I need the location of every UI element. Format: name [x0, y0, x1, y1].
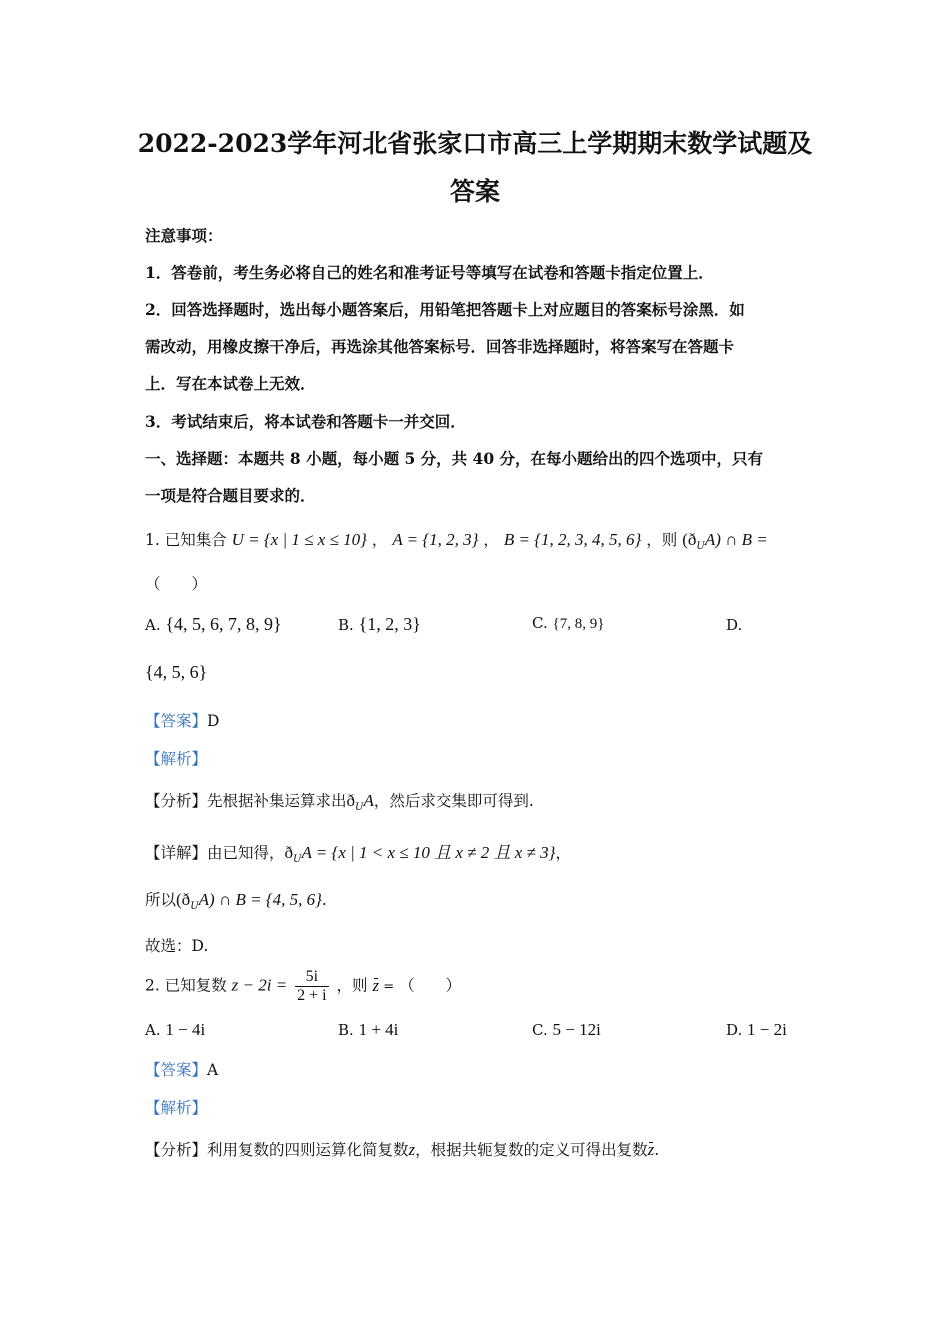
q1-therefore: [145, 888, 327, 912]
q2-zbar: z: [372, 975, 380, 995]
q2-option-b: [338, 1020, 398, 1040]
notice-item-2-line2: 需改动，用橡皮擦干净后，再选涂其他答案标号．回答非选择题时，将答案写在答题卡: [145, 337, 735, 356]
q1-stem: [145, 528, 768, 552]
q1-analysis-text-a: 先根据补集运算求出: [207, 792, 347, 810]
q1-analysis: [145, 789, 534, 813]
q2-paren: （ ）: [399, 976, 462, 995]
q1-option-a-value: {4, 5, 6, 7, 8, 9}: [165, 614, 282, 634]
q1-therefore-sub: U: [190, 901, 199, 913]
q2-analysis-zbar: z: [647, 1140, 655, 1159]
q2-option-c: [532, 1020, 601, 1040]
q1-option-c-label: C.: [532, 614, 548, 632]
q1-answer-value: D: [207, 712, 220, 730]
q2-eq: =: [379, 979, 395, 995]
q2-fraction-denominator: 2 + i: [297, 987, 327, 1004]
q1-option-b-value: {1, 2, 3}: [358, 614, 421, 634]
q1-analysis-text-b: ，然后求交集即可得到.: [373, 792, 534, 810]
q1-option-c: [532, 614, 604, 633]
q2-then: ，则: [336, 976, 368, 995]
q2-stem: [145, 968, 461, 1005]
q1-answer: [145, 709, 219, 731]
q1-therefore-symbol: (ð: [176, 890, 191, 909]
q2-option-d-label: D.: [726, 1021, 743, 1039]
q1-complement-symbol: (ð: [682, 530, 697, 549]
q1-option-c-value: {7, 8, 9}: [552, 616, 605, 632]
q1-option-a: [145, 614, 282, 635]
q1-prefix: 1. 已知集合: [145, 531, 227, 549]
q2-option-c-label: C.: [532, 1021, 548, 1039]
q2-option-b-value: 1 + 4i: [358, 1020, 399, 1039]
q2-answer-value: A: [207, 1061, 219, 1079]
q1-option-d-text: {4, 5, 6}: [145, 662, 208, 682]
q1-complement-sub: U: [696, 541, 705, 553]
q1-paren: （ ）: [145, 575, 208, 593]
q2-analysis-text-b: ，根据共轭复数的定义可得出复数: [415, 1141, 648, 1159]
q1-therefore-text: 所以: [145, 891, 177, 909]
q1-detail-text: 由已知得，: [207, 844, 285, 862]
q2-prefix: 2. 已知复数: [145, 976, 227, 995]
q1-detail-sub: U: [293, 854, 302, 866]
q1-option-d-label: D.: [726, 616, 743, 634]
q1-option-d-value: [145, 662, 207, 683]
q2-fraction: [295, 968, 328, 1005]
q1-option-b: [338, 614, 421, 635]
q2-analysis-z: z: [408, 1140, 416, 1159]
q1-analysis-symbol: ð: [346, 791, 356, 810]
q1-jiexi-tag: 【解析】: [145, 750, 208, 768]
notice-item-3: 3．考试结束后，将本试卷和答题卡一并交回．: [145, 412, 466, 431]
q1-detail-end: ，: [555, 844, 571, 862]
q1-detail-symbol: ð: [284, 843, 294, 862]
q2-option-b-label: B.: [338, 1021, 354, 1039]
q2-option-a: [145, 1020, 205, 1040]
q1-therefore-expression: A) ∩ B = {4, 5, 6}: [198, 890, 322, 909]
page-title-line2: 答案: [449, 177, 500, 206]
q1-set-u: U = {x | 1 ≤ x ≤ 10}: [231, 530, 367, 549]
q2-option-d-value: 1 − 2i: [747, 1020, 787, 1039]
q1-set-b: B = {1, 2, 3, 4, 5, 6}: [503, 530, 642, 549]
q1-sep2: ，: [483, 531, 499, 549]
q2-option-a-label: A.: [145, 1021, 161, 1039]
page-title-line1: 2022-2023学年河北省张家口市高三上学期期末数学试题及: [137, 129, 813, 158]
q2-jiexi-tag: 【解析】: [145, 1099, 208, 1117]
q2-fraction-numerator: 5i: [295, 968, 328, 987]
q2-answer-tag: 【答案】: [145, 1061, 208, 1079]
q1-analysis-var: A: [363, 791, 374, 810]
q2-option-a-value: 1 − 4i: [165, 1020, 206, 1039]
q1-analysis-sub: U: [355, 802, 364, 814]
notice-heading: 注意事项：: [145, 226, 223, 245]
q1-detail-tag: 【详解】: [145, 844, 208, 862]
q1-expression: A) ∩ B =: [704, 530, 768, 549]
q2-lhs: z − 2i =: [231, 975, 288, 995]
q1-set-a: A = {1, 2, 3}: [392, 530, 479, 549]
section-heading-line2: 一项是符合题目要求的．: [145, 486, 316, 505]
q2-option-c-value: 5 − 12i: [552, 1020, 601, 1039]
q1-then: ，则: [646, 531, 678, 549]
q2-option-d: [726, 1020, 787, 1040]
q2-answer: [145, 1058, 218, 1080]
q1-option-b-label: B.: [338, 616, 354, 634]
q1-choice: 故选：D.: [145, 937, 209, 955]
q2-analysis: [145, 1138, 659, 1160]
q1-answer-tag: 【答案】: [145, 712, 208, 730]
q1-detail-expression: A = {x | 1 < x ≤ 10 且 x ≠ 2 且 x ≠ 3}: [301, 843, 556, 862]
q1-option-a-label: A.: [145, 616, 161, 634]
notice-item-1: 1．答卷前，考生务必将自己的姓名和准考证号等填写在试卷和答题卡指定位置上．: [145, 263, 714, 282]
q2-analysis-end: .: [654, 1141, 660, 1159]
q1-sep1: ，: [371, 531, 388, 549]
q1-detail: [145, 838, 571, 865]
q2-analysis-text-a: 利用复数的四则运算化简复数: [207, 1141, 409, 1159]
notice-item-2-line1: 2．回答选择题时，选出每小题答案后，用铅笔把答题卡上对应题目的答案标号涂黑．如: [145, 300, 745, 319]
q2-analysis-tag: 【分析】: [145, 1141, 208, 1159]
notice-item-2-line3: 上．写在本试卷上无效．: [145, 374, 316, 393]
q1-analysis-tag: 【分析】: [145, 792, 208, 810]
q1-therefore-end: .: [321, 891, 327, 909]
section-heading-line1: 一、选择题：本题共 8 小题，每小题 5 分，共 40 分，在每小题给出的四个选项中，只有: [145, 449, 764, 468]
